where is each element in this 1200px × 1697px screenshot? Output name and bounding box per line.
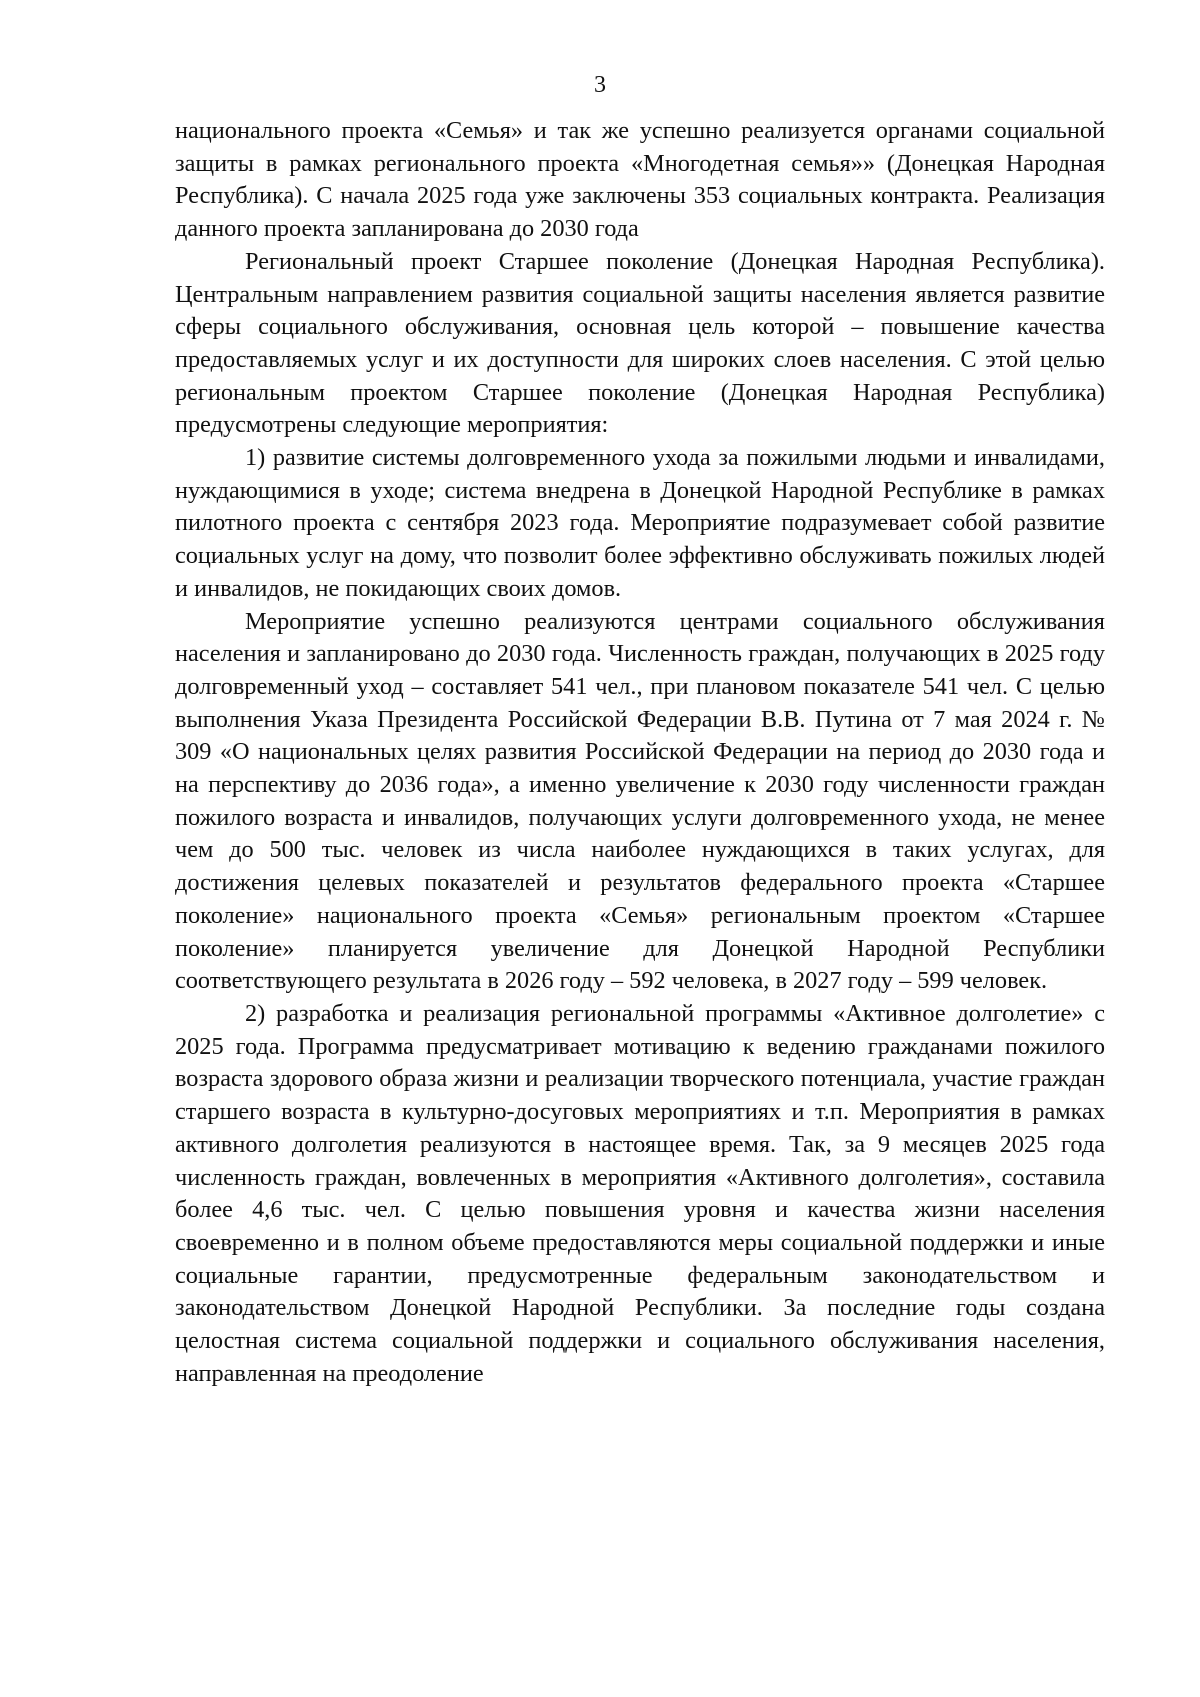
document-body [175, 115, 1105, 1390]
paragraph-item-1-long-term-care: 1) развитие системы долговременного ухода за пожилыми людьми и инвалидами, нуждающимися в уходе; система внедрена в Донецкой Народной Республике в рамках пилотного проекта с сентября 2023 года. Мероприятие подразумевает собой развитие социальных услуг на дому, что позволит более эффективно обслуживать пожилых людей и инвалидов, не покидающих своих домов. [175, 444, 1105, 602]
page-number: 3 [594, 72, 606, 98]
paragraph-item-2-active-longevity: 2) разработка и реализация региональной программы «Активное долголетие» с 2025 года. Программа предусматривает мотивацию к ведению гражданами пожилого возраста здорового образа жизни и реализации творческого потенциала, участие граждан старшего возраста в культурно-досуговых мероприятиях и т.п. Мероприятия в рамках активного долголетия реализуются в настоящее время. Так, за 9 месяцев 2025 года численность граждан, вовлеченных в мероприятия «Активного долголетия», составила более 4,6 тыс. чел. С целью повышения уровня и качества жизни населения своевременно и в полном объеме предоставляются меры социальной поддержки и иные социальные гарантии, предусмотренные федеральным законодательством и законодательством Донецкой Народной Республики. За последние годы создана целостная система социальной поддержки и социального обслуживания населения, направленная на преодоление [175, 999, 1105, 1387]
paragraph-implementation-results: Мероприятие успешно реализуются центрами социального обслуживания населения и запланировано до 2030 года. Численность граждан, получающих в 2025 году долговременный уход – составляет 541 чел., при плановом показателе 541 чел. С целью выполнения Указа Президента Российской Федерации В.В. Путина от 7 мая 2024 г. № 309 «О национальных целях развития Российской Федерации на период до 2030 года и на перспективу до 2036 года», а именно увеличение к 2030 году численности граждан пожилого возраста и инвалидов, получающих услуги долговременного ухода, не менее чем до 500 тыс. человек из числа наиболее нуждающихся в таких услугах, для достижения целевых показателей и результатов федерального проекта «Старшее поколение» национального проекта «Семья» региональным проектом «Старшее поколение» планируется увеличение для Донецкой Народной Республики соответствующего результата в 2026 году – 592 человека, в 2027 году – 599 человек. [175, 607, 1105, 995]
paragraph-national-project-continuation: национального проекта «Семья» и так же успешно реализуется органами социальной защиты в рамках регионального проекта «Многодетная семья»» (Донецкая Народная Республика). С начала 2025 года уже заключены 353 социальных контракта. Реализация данного проекта запланирована до 2030 года [175, 117, 1105, 243]
paragraph-regional-project-older-generation: Региональный проект Старшее поколение (Донецкая Народная Республика). Центральным направлением развития социальной защиты населения является развитие сферы социального обслуживания, основная цель которой – повышение качества предоставляемых услуг и их доступности для широких слоев населения. С этой целью региональным проектом Старшее поколение (Донецкая Народная Республика) предусмотрены следующие мероприятия: [175, 247, 1105, 439]
